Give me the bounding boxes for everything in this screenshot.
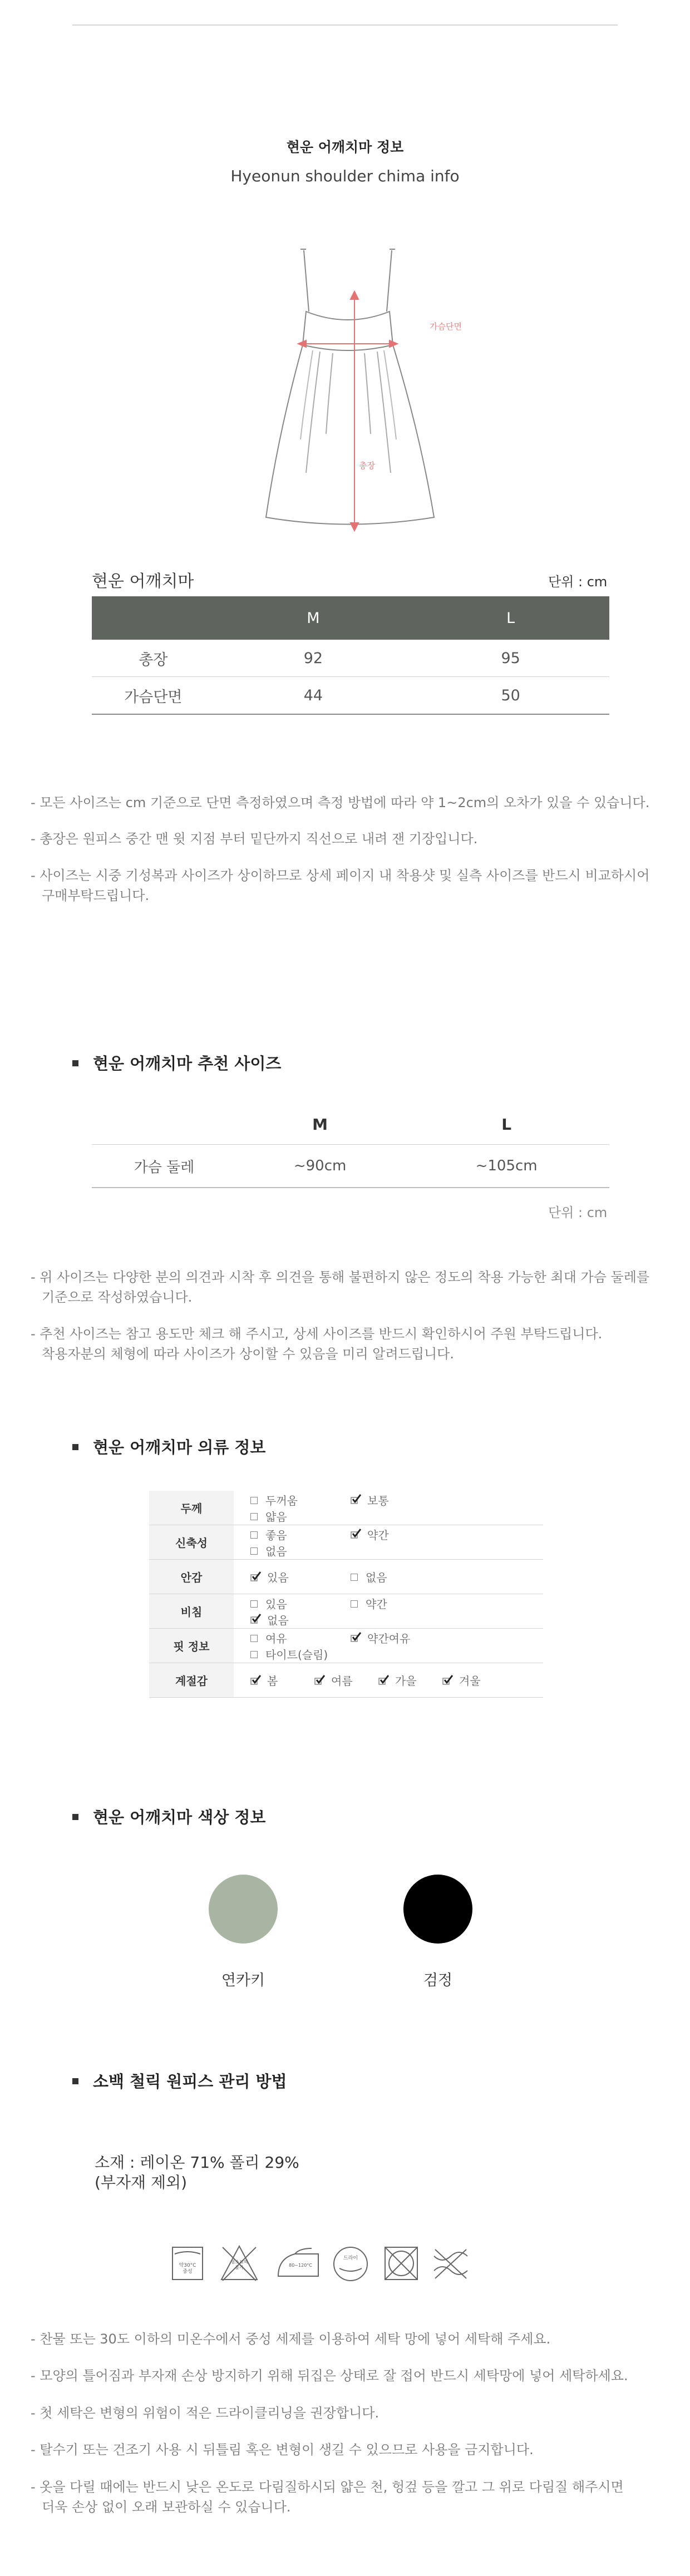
option-label: 좋음 — [265, 1528, 287, 1542]
size-header-blank — [92, 596, 215, 640]
fabric-row — [149, 1629, 543, 1663]
fabric-row-label: 비침 — [149, 1594, 234, 1629]
color-section-title: 현운 어깨치마 색상 정보 — [72, 1805, 265, 1828]
unchecked-option[interactable] — [351, 1595, 451, 1611]
bullet-square — [72, 1060, 78, 1066]
fabric-row-label: 신축성 — [149, 1525, 234, 1560]
row-label: 가슴단면 — [92, 677, 215, 715]
checked-option[interactable] — [314, 1672, 378, 1688]
left-strap — [304, 250, 309, 312]
option-label: 여름 — [331, 1674, 353, 1688]
size-note: - 사이즈는 시중 기성복과 사이즈가 상이하므로 상세 페이지 내 착용샷 및 실측 사이즈를 반드시 비교하시어 — [31, 868, 650, 883]
option-label: 봄 — [267, 1674, 278, 1688]
checkbox-icon — [351, 1600, 358, 1608]
option-label: 약간 — [367, 1528, 389, 1542]
cell-value: 92 — [215, 640, 412, 677]
chest-label: 가슴단면 — [430, 322, 462, 332]
checkmark-icon — [250, 1613, 262, 1624]
option-label: 있음 — [265, 1597, 287, 1611]
no-tumble-dry-icon — [385, 2247, 417, 2280]
material-note: (부자재 제외) — [95, 2173, 187, 2192]
size-note: - 총장은 원피스 중간 맨 윗 지점 부터 밑단까지 직선으로 내려 잰 기장입니다. — [31, 831, 478, 847]
hand-wash-text: 약30°C 중성 — [179, 2263, 196, 2275]
checked-option[interactable] — [351, 1492, 451, 1508]
fabric-row-label: 핏 정보 — [149, 1629, 234, 1663]
checkmark-icon — [351, 1494, 362, 1505]
dress-diagram — [239, 234, 462, 545]
fabric-options — [234, 1594, 543, 1629]
option-label: 가을 — [395, 1674, 417, 1688]
unchecked-option[interactable] — [250, 1526, 351, 1542]
checkmark-icon — [250, 1674, 262, 1685]
cell-value: ~105cm — [403, 1145, 609, 1188]
row-label: 총장 — [92, 640, 215, 677]
checked-option[interactable] — [250, 1569, 351, 1585]
size-table-header — [92, 596, 609, 640]
size-table-title: 현운 어깨치마 — [92, 572, 194, 591]
dry-clean-icon — [334, 2247, 367, 2281]
fabric-row — [149, 1491, 543, 1525]
size-table — [92, 596, 609, 715]
rec-header-l: L — [403, 1104, 609, 1145]
recommend-note: 착용자분의 체형에 따라 사이즈가 상이할 수 있음을 미리 알려드립니다. — [42, 1346, 454, 1362]
care-section-title: 소백 철릭 원피스 관리 방법 — [72, 2069, 287, 2092]
option-label: 여유 — [265, 1631, 287, 1645]
care-note: 더욱 손상 없이 오래 보관하실 수 있습니다. — [42, 2499, 291, 2515]
length-label: 총장 — [359, 461, 375, 471]
option-label: 보통 — [367, 1494, 389, 1507]
table-row — [92, 677, 609, 715]
unchecked-option[interactable] — [250, 1492, 351, 1508]
checkbox-icon — [250, 1531, 258, 1539]
fabric-row — [149, 1560, 543, 1594]
checkmark-icon — [442, 1674, 454, 1685]
option-label: 두꺼움 — [265, 1494, 298, 1507]
size-header-l: L — [412, 596, 609, 640]
checkbox-icon — [250, 1497, 258, 1504]
unchecked-option[interactable] — [250, 1630, 351, 1646]
no-bleach-text: 염소표백 불가 — [230, 2259, 248, 2270]
page-subtitle: Hyeonun shoulder chima info — [230, 167, 460, 185]
care-icons — [167, 2242, 529, 2286]
recommend-note: 기준으로 작성하였습니다. — [42, 1289, 193, 1305]
bullet-square — [72, 1444, 78, 1450]
recommend-unit: 단위 : cm — [548, 1205, 608, 1220]
right-strap — [387, 250, 392, 312]
recommend-table — [92, 1104, 609, 1188]
checked-option[interactable] — [351, 1526, 451, 1542]
fabric-options — [234, 1663, 543, 1698]
unchecked-option[interactable] — [250, 1542, 351, 1559]
rec-header-m: M — [236, 1104, 403, 1145]
option-label: 없음 — [366, 1571, 387, 1584]
iron-icon — [278, 2248, 318, 2276]
fabric-section-title: 현운 어깨치마 의류 정보 — [72, 1435, 265, 1458]
care-note: - 모양의 틀어짐과 부자재 손상 방지하기 위해 뒤집은 상태로 잘 접어 반드시 세탁망에 넣어 세탁하세요. — [31, 2368, 628, 2384]
dry-clean-text: 드라이 — [343, 2256, 358, 2261]
option-label: 약간여유 — [367, 1631, 411, 1645]
checked-option[interactable] — [442, 1672, 506, 1688]
top-divider — [72, 24, 618, 26]
cell-value: 50 — [412, 677, 609, 715]
size-note: 구매부탁드립니다. — [42, 888, 150, 903]
checkbox-icon — [250, 1600, 258, 1608]
fabric-row-label: 두께 — [149, 1491, 234, 1525]
recommend-section-title: 현운 어깨치마 추천 사이즈 — [72, 1051, 281, 1074]
bullet-square — [72, 2078, 78, 2084]
fabric-row-label: 계절감 — [149, 1663, 234, 1698]
checkbox-icon — [250, 1513, 258, 1520]
row-label: 가슴 둘레 — [92, 1145, 236, 1188]
recommend-note: - 추천 사이즈는 참고 용도만 체크 해 주시고, 상세 사이즈를 반드시 확인하시어 주원 부탁드립니다. — [31, 1326, 603, 1342]
fabric-options — [234, 1560, 543, 1594]
fabric-options — [234, 1629, 543, 1663]
unchecked-option[interactable] — [250, 1595, 351, 1611]
care-note: - 탈수기 또는 건조기 사용 시 뒤틀림 혹은 변형이 생길 수 있으므로 사용을 금지합니다. — [31, 2442, 534, 2458]
checked-option[interactable] — [378, 1672, 442, 1688]
fabric-row — [149, 1594, 543, 1629]
table-row — [92, 1145, 609, 1188]
option-label: 없음 — [267, 1613, 289, 1627]
checkmark-icon — [314, 1674, 326, 1685]
checkbox-icon — [351, 1574, 358, 1581]
page-title: 현운 어깨치마 정보 — [286, 139, 404, 155]
checkbox-icon — [250, 1651, 258, 1658]
size-note: - 모든 사이즈는 cm 기준으로 단면 측정하였으며 측정 방법에 따라 약 1~2cm의 오차가 있을 수 있습니다. — [31, 795, 650, 810]
recommend-header — [92, 1104, 609, 1145]
color-swatch-khaki — [209, 1875, 278, 1944]
option-label: 약간 — [366, 1597, 387, 1611]
size-table-unit: 단위 : cm — [548, 574, 608, 590]
material-line: 소재 : 레이온 71% 폴리 29% — [95, 2153, 299, 2172]
option-label: 있음 — [267, 1571, 289, 1584]
size-header-m: M — [215, 596, 412, 640]
option-label: 겨울 — [459, 1674, 481, 1688]
care-note: - 첫 세탁은 변형의 위험이 적은 드라이클리닝을 권장합니다. — [31, 2405, 379, 2421]
unchecked-option[interactable] — [351, 1569, 451, 1585]
option-label: 얇음 — [265, 1510, 287, 1524]
checkbox-icon — [250, 1547, 258, 1555]
option-label: 없음 — [265, 1544, 287, 1558]
cell-value: ~90cm — [236, 1145, 403, 1188]
care-note: - 옷을 다릴 때에는 반드시 낮은 온도로 다림질하시되 얇은 천, 헝겊 등을 깔고 그 위로 다림질 해주시면 — [31, 2479, 624, 2495]
cell-value: 44 — [215, 677, 412, 715]
color-name: 검정 — [423, 1972, 453, 1989]
checkbox-icon — [250, 1635, 258, 1642]
no-wring-icon — [434, 2249, 467, 2278]
cell-value: 95 — [412, 640, 609, 677]
iron-text: 80~120°C — [289, 2263, 312, 2268]
rec-header-blank — [92, 1104, 236, 1145]
unchecked-option[interactable] — [250, 1646, 351, 1662]
fabric-options — [234, 1491, 543, 1525]
checked-option[interactable] — [250, 1611, 351, 1628]
color-name: 연카키 — [221, 1972, 265, 1989]
care-note: - 찬물 또는 30도 이하의 미온수에서 중성 세제를 이용하여 세탁 망에 넣어 세탁해 주세요. — [31, 2331, 551, 2347]
checkmark-icon — [250, 1571, 262, 1582]
bullet-square — [72, 1814, 78, 1820]
checkmark-icon — [378, 1674, 390, 1685]
checkmark-icon — [351, 1528, 362, 1539]
table-row — [92, 640, 609, 677]
fabric-row — [149, 1525, 543, 1560]
fabric-table — [149, 1491, 543, 1698]
option-label: 타이트(슬림) — [265, 1648, 328, 1662]
color-swatch-black — [403, 1875, 472, 1944]
fabric-options — [234, 1525, 543, 1560]
checked-option[interactable] — [351, 1630, 451, 1646]
fabric-row-label: 안감 — [149, 1560, 234, 1594]
fabric-row — [149, 1663, 543, 1698]
checked-option[interactable] — [250, 1672, 314, 1688]
recommend-note: - 위 사이즈는 다양한 분의 의견과 시착 후 의견을 통해 불편하지 않은 정도의 착용 가능한 최대 가슴 둘레를 — [31, 1269, 650, 1285]
checkmark-icon — [351, 1631, 362, 1643]
unchecked-option[interactable] — [250, 1508, 351, 1524]
